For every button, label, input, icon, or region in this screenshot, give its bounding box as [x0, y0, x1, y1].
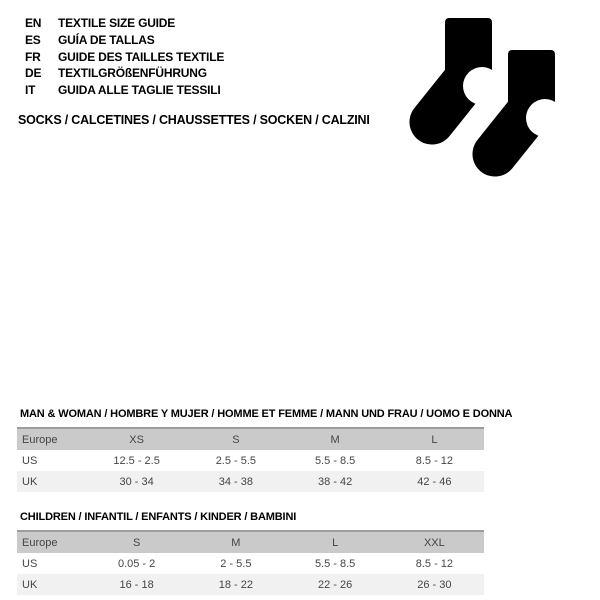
- size-value-cell: 2.5 - 5.5: [215, 454, 257, 467]
- size-value-cell: 42 - 46: [417, 475, 452, 488]
- column-header-cell: S: [132, 536, 141, 549]
- size-value-cell: 5.5 - 8.5: [314, 557, 356, 570]
- size-value-cell: 2 - 5.5: [220, 557, 252, 570]
- language-guide-title: GUIDE DES TAILLES TEXTILE: [58, 49, 225, 64]
- table-header-row: [17, 531, 484, 553]
- size-table-adult: [17, 427, 484, 492]
- column-header-cell: XXL: [423, 536, 445, 549]
- language-guide-title: GUÍA DE TALLAS: [58, 33, 155, 48]
- size-value-cell: 16 - 18: [119, 578, 154, 591]
- table-row: [17, 553, 484, 574]
- column-header-cell: Europe: [22, 536, 58, 549]
- language-row: [25, 32, 224, 49]
- language-row: [25, 48, 224, 65]
- size-value-cell: 38 - 42: [318, 475, 353, 488]
- row-region-label: UK: [22, 475, 38, 488]
- size-table-section-children: [17, 511, 484, 595]
- column-header-cell: S: [232, 433, 240, 446]
- size-value-cell: 30 - 34: [119, 475, 154, 488]
- language-row: [25, 82, 224, 99]
- size-table-section-adult: [17, 408, 513, 492]
- table-row: [17, 574, 484, 595]
- row-region-label: UK: [22, 578, 38, 591]
- language-code-label: IT: [25, 83, 36, 98]
- size-value-cell: 8.5 - 12: [415, 557, 454, 570]
- language-code-label: ES: [25, 33, 41, 48]
- language-guide-title: TEXTILE SIZE GUIDE: [58, 16, 176, 31]
- table-row: [17, 471, 484, 492]
- table-row: [17, 450, 484, 471]
- size-table-children: [17, 530, 484, 595]
- size-value-cell: 8.5 - 12: [415, 454, 454, 467]
- column-header-cell: Europe: [22, 433, 58, 446]
- row-region-label: US: [22, 454, 38, 467]
- language-code-label: EN: [25, 16, 42, 31]
- table-title: CHILDREN / INFANTIL / ENFANTS / KINDER / BAMBINI: [20, 511, 297, 523]
- column-header-cell: M: [231, 536, 241, 549]
- language-code-label: FR: [25, 49, 41, 64]
- column-header-cell: L: [431, 433, 438, 446]
- column-header-cell: XS: [129, 433, 144, 446]
- size-value-cell: 5.5 - 8.5: [314, 454, 356, 467]
- column-header-cell: L: [332, 536, 339, 549]
- language-list: [25, 15, 224, 98]
- language-row: [25, 15, 224, 32]
- table-title: MAN & WOMAN / HOMBRE Y MUJER / HOMME ET FEMME / MANN UND FRAU / UOMO E DONNA: [20, 408, 513, 420]
- size-value-cell: 22 - 26: [318, 578, 353, 591]
- language-row: [25, 65, 224, 82]
- size-value-cell: 34 - 38: [218, 475, 253, 488]
- size-value-cell: 18 - 22: [218, 578, 253, 591]
- size-value-cell: 26 - 30: [417, 578, 452, 591]
- row-region-label: US: [22, 557, 38, 570]
- language-guide-title: GUIDA ALLE TAGLIE TESSILI: [58, 83, 221, 98]
- socks-icon: [390, 0, 590, 190]
- table-header-row: [17, 428, 484, 450]
- language-code-label: DE: [25, 66, 42, 81]
- column-header-cell: M: [330, 433, 340, 446]
- size-value-cell: 0.05 - 2: [117, 557, 156, 570]
- size-value-cell: 12.5 - 2.5: [113, 454, 160, 467]
- language-guide-title: TEXTILGRÖßENFÜHRUNG: [58, 66, 207, 81]
- category-title: SOCKS / CALCETINES / CHAUSSETTES / SOCKEN / CALZINI: [18, 113, 370, 127]
